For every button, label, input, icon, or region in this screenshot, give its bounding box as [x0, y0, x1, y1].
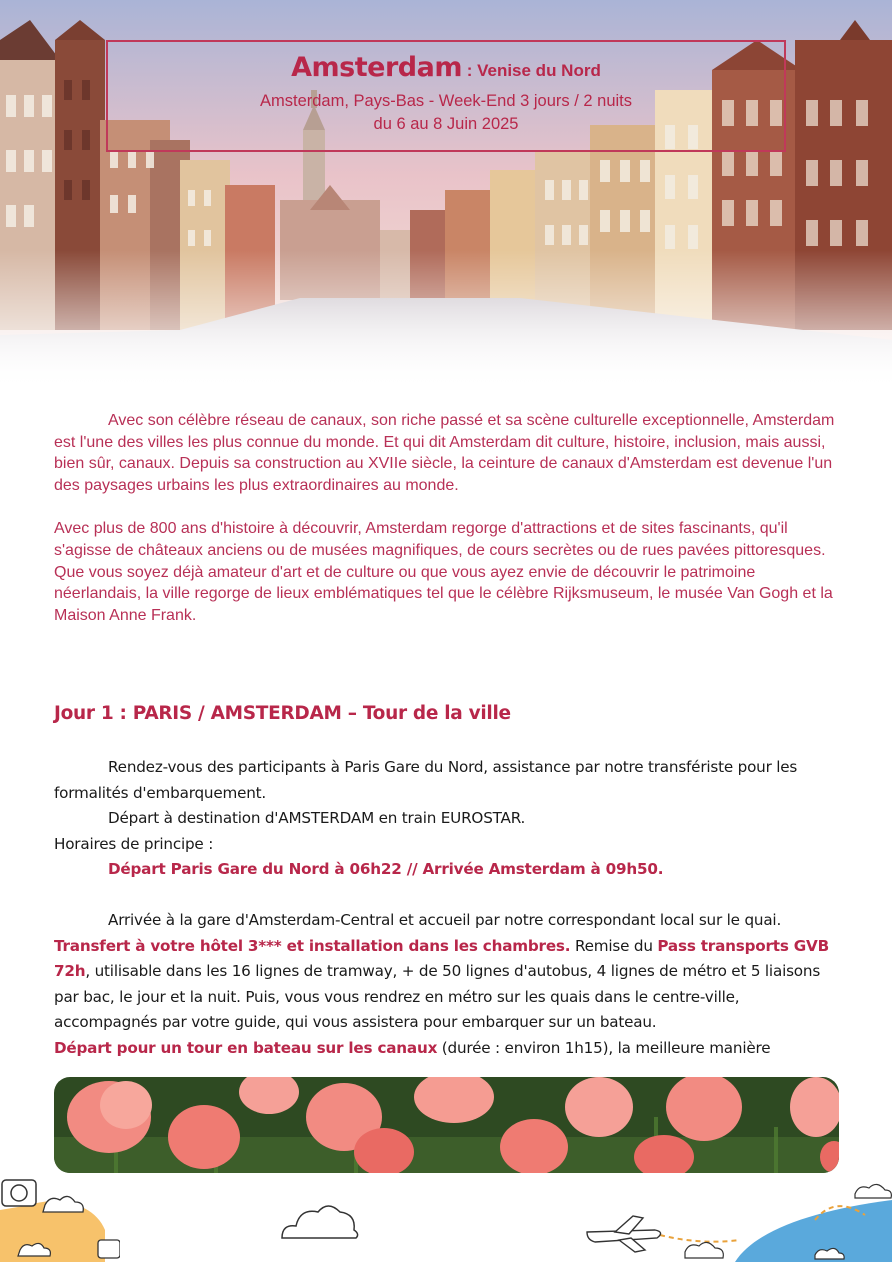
- pass-details-text: , utilisable dans les 16 lignes de tramway, + de 50 lignes d'autobus, 4 lignes de métro et 5 liaisons par bac, le jour et la nuit. Puis, vous vous rendrez en métro sur les quais dans le centre-ville, accompagnés par votre guide, qui vous assistera pour embarquer sur un bateau.: [54, 962, 821, 1032]
- boat-tour-details-text: (durée : environ 1h15), la meilleure manière: [437, 1038, 771, 1057]
- title-box: [106, 40, 786, 152]
- intro-section: [54, 410, 844, 626]
- boat-tour-text: Départ pour un tour en bateau sur les canaux: [54, 1038, 438, 1057]
- day-1-body: [54, 755, 846, 1062]
- boat-tour-line: [54, 1036, 846, 1062]
- intro-paragraph-1: [54, 410, 844, 496]
- pass-name-text: Pass transports GVB 72h: [54, 936, 829, 981]
- pass-intro-text: Remise du: [574, 936, 653, 955]
- page-title: Amsterdam: [291, 52, 462, 83]
- hero-banner: [0, 0, 892, 390]
- cloud-icon: [278, 1200, 360, 1246]
- schedule-line: [54, 857, 846, 883]
- arrival-text: Arrivée à la gare d'Amsterdam-Central et accueil par notre correspondant local sur le quai.: [108, 910, 782, 929]
- day-1-departure: [54, 806, 846, 832]
- transfer-text: Transfert à votre hôtel 3*** et installation dans les chambres.: [54, 936, 571, 955]
- departure-text: Départ à destination d'AMSTERDAM en train EUROSTAR.: [108, 809, 526, 828]
- intro-paragraph-1-text: Avec son célèbre réseau de canaux, son riche passé et sa scène culturelle exceptionnelle, Amsterdam est l'une des villes les plus connue du monde. Et qui dit Amsterdam dit culture, histoire, inclusion, mais aussi, bien sûr, canaux. Depuis sa construction au XVIIe siècle, la ceinture de canaux d'Amsterdam est devenue l'un des paysages urbains les plus extraordinaires au monde.: [54, 412, 835, 494]
- tulip-illustration: [54, 1077, 839, 1173]
- title-line: [108, 52, 784, 88]
- airplane-icon: [585, 1180, 892, 1262]
- trip-dates: du 6 au 8 Juin 2025: [373, 115, 519, 133]
- tulip-banner: [54, 1077, 839, 1173]
- page-subtitle: : Venise du Nord: [461, 61, 601, 80]
- day-1-title: Jour 1 : PARIS / AMSTERDAM – Tour de la ville: [54, 703, 511, 724]
- schedule-text: Départ Paris Gare du Nord à 06h22 // Arrivée Amsterdam à 09h50.: [108, 860, 664, 879]
- schedule-label: Horaires de principe :: [54, 834, 214, 853]
- arrival-paragraph: [54, 908, 846, 1036]
- trip-location: Amsterdam, Pays-Bas - Week-End 3 jours / 2 nuits: [260, 92, 632, 110]
- meeting-text: Rendez-vous des participants à Paris Gare du Nord, assistance par notre transfériste pour les formalités d'embarquement.: [54, 758, 798, 802]
- travel-camera-icon: [0, 1170, 120, 1262]
- day-1-meeting: [54, 755, 846, 806]
- intro-paragraph-2: Avec plus de 800 ans d'histoire à découvrir, Amsterdam regorge d'attractions et de sites fascinants, qu'il s'agisse de châteaux anciens ou de musées magnifiques, de cours secrètes ou de rues pavées pittoresques. Que vous soyez déjà amateur d'art et de culture ou que vous ayez envie de découvrir le patrimoine néerlandais, la ville regorge de lieux emblématiques tel que le célèbre Rijksmuseum, le musée Van Gogh et la Maison Anne Frank.: [54, 520, 833, 624]
